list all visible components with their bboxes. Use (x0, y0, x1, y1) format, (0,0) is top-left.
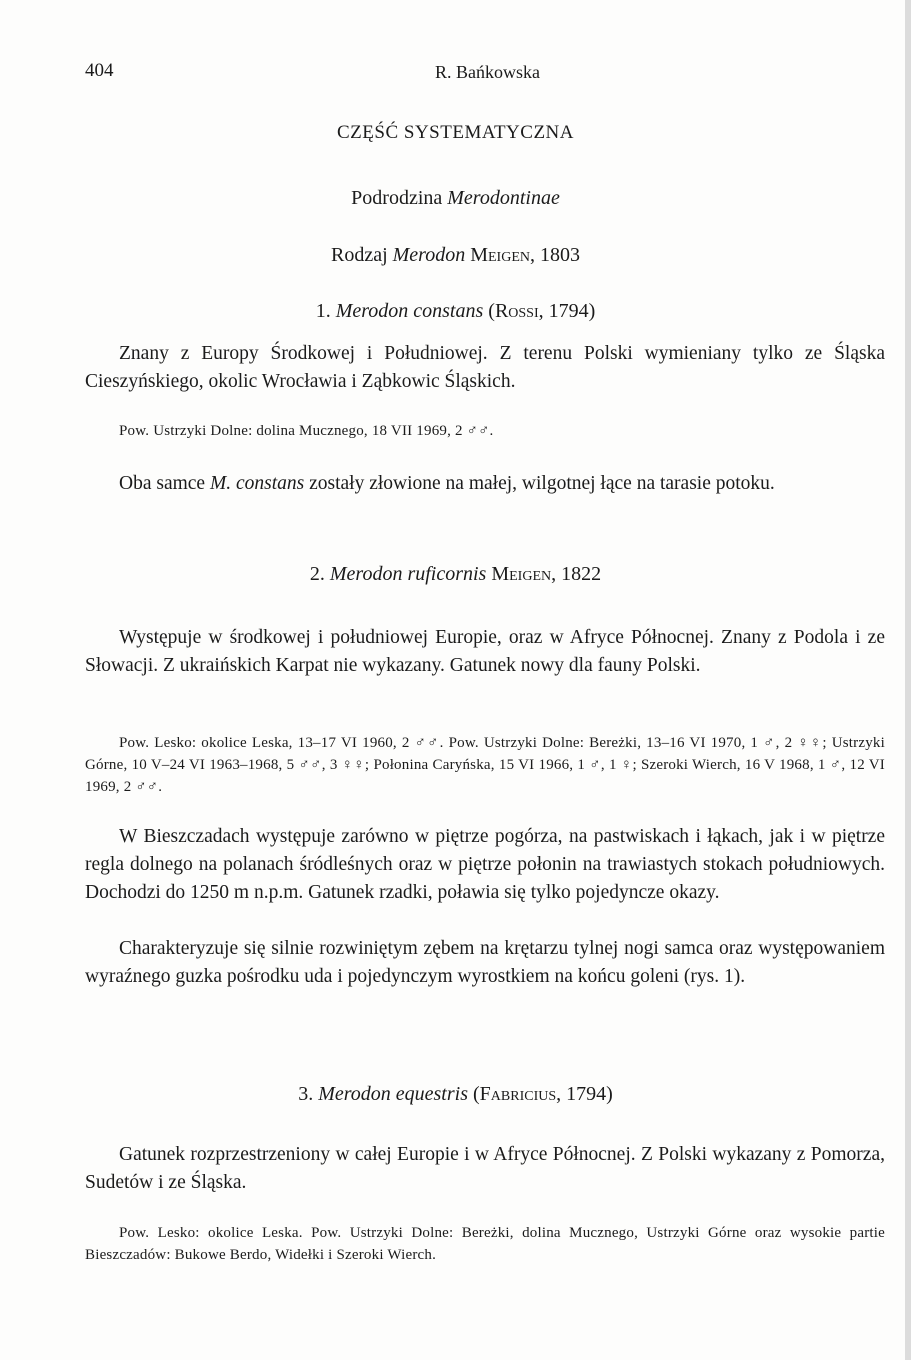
notes-part-a: Oba samce (119, 473, 210, 494)
notes-part-c: zostały złowione na małej, wilgotnej łące na tarasie potoku. (304, 473, 775, 494)
species-open: ( (483, 300, 495, 322)
species-author: Rossi (494, 300, 539, 322)
species-2-ecology: W Bieszczadach występuje zarówno w piętrze pogórza, na pastwiskach i łąkach, jak i w piętrze regla dolnego na polanach śródleśnych oraz w piętrze połonin na trawiastych stokach południowych. Dochodzi do 1250 m n.p.m. Gatunek rzadki, poławia się tylko pojedyncze okazy. (85, 826, 885, 903)
species-open: ( (467, 1083, 480, 1105)
species-name: Merodon constans (335, 300, 484, 322)
page-number: 404 (85, 60, 114, 81)
species-author: Fabricius (479, 1083, 557, 1105)
species-number: 3. (298, 1083, 319, 1105)
subfamily-prefix: Podrodzina (351, 187, 448, 209)
running-header (85, 60, 885, 90)
genus-name: Merodon (392, 244, 466, 266)
subfamily-heading (0, 187, 911, 210)
species-author: Meigen (491, 563, 552, 585)
species-year: , 1822 (551, 563, 602, 585)
species-1-notes (85, 470, 885, 498)
species-year: , 1794) (538, 300, 596, 322)
species-2-morphology: Charakteryzuje się silnie rozwiniętym zębem na krętarzu tylnej nogi samca oraz występowaniem wyraźnego guzka pośrodku uda i pojedynczym wyrostkiem na końcu goleni (rys. 1). (85, 938, 885, 987)
species-1-records: Pow. Ustrzyki Dolne: dolina Mucznego, 18 VII 1969, 2 ♂♂. (119, 423, 494, 439)
species-2-records: Pow. Lesko: okolice Leska, 13–17 VI 1960, 2 ♂♂. Pow. Ustrzyki Dolne: Bereżki, 13–16 VI 1970, 1 ♂, 2 ♀♀; Ustrzyki Górne, 10 V–24 VI 1963–1968, 5 ♂♂, 3 ♀♀; Połonina Caryńska, 15 VI 1966, 1 ♂, 1 ♀; Szeroki Wierch, 16 V 1968, 1 ♂, 12 VI 1969, 2 ♂♂. (85, 735, 885, 795)
genus-author: Meigen (470, 244, 530, 266)
species-year: , 1794) (556, 1083, 613, 1105)
species-3-distribution: Gatunek rozprzestrzeniony w całej Europie i w Afryce Północnej. Z Polski wykazany z Pomorza, Sudetów i ze Śląska. (85, 1144, 885, 1193)
species-name: Merodon equestris (318, 1083, 468, 1105)
running-author: R. Bańkowska (435, 62, 540, 82)
genus-year: , 1803 (530, 244, 580, 266)
species-number: 1. (315, 300, 336, 322)
genus-heading (0, 244, 911, 267)
species-2-distribution: Występuje w środkowej i południowej Europie, oraz w Afryce Północnej. Znany z Podola i ze Słowacji. Z ukraińskich Karpat nie wykazany. Gatunek nowy dla fauny Polski. (85, 627, 885, 676)
species-2-heading (0, 563, 911, 586)
species-1-heading (0, 300, 911, 323)
genus-prefix: Rodzaj (330, 244, 393, 266)
species-1-distribution: Znany z Europy Środkowej i Południowej. Z terenu Polski wymieniany tylko ze Śląska Cieszyńskiego, okolic Wrocławia i Ząbkowic Śląskich. (85, 343, 885, 392)
notes-species: M. constans (209, 473, 305, 494)
species-number: 2. (309, 563, 330, 585)
section-title: CZĘŚĆ SYSTEMATYCZNA (337, 122, 574, 143)
subfamily-name: Merodontinae (447, 187, 560, 209)
species-3-records: Pow. Lesko: okolice Leska. Pow. Ustrzyki Dolne: Bereżki, dolina Mucznego, Ustrzyki Górne oraz wysokie partie Bieszczadów: Bukowe Berdo, Widełki i Szeroki Wierch. (85, 1225, 885, 1263)
species-3-heading (0, 1083, 911, 1106)
species-name: Merodon ruficornis (329, 563, 487, 585)
